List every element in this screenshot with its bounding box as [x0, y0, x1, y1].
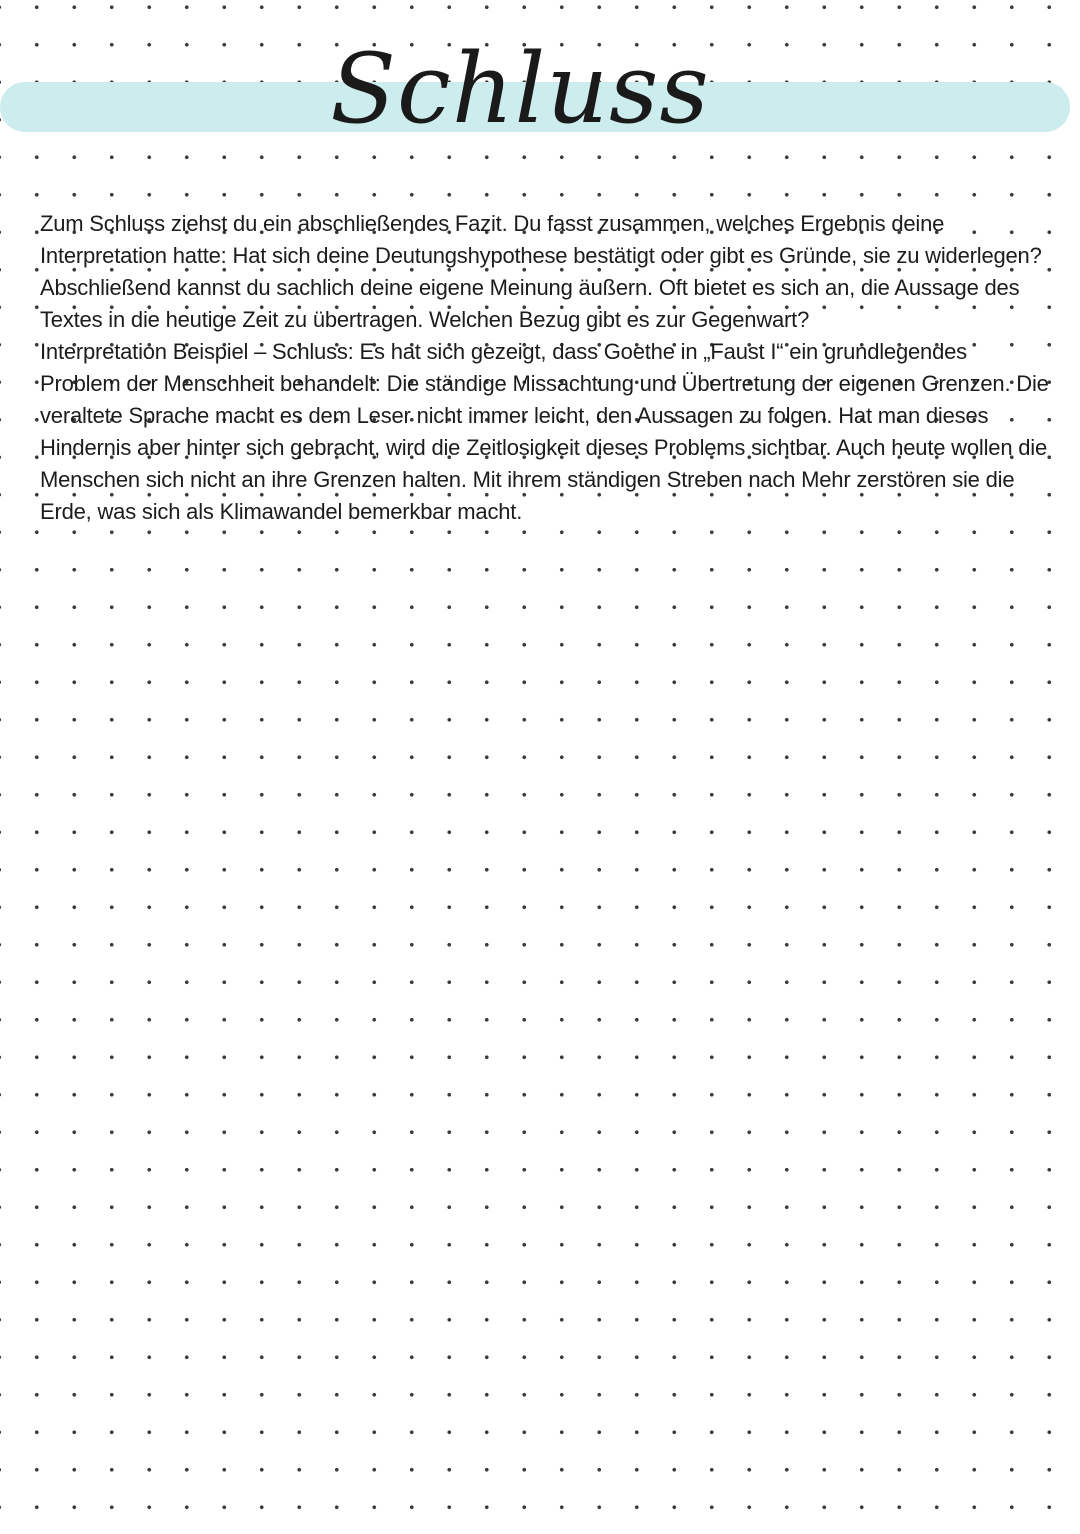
paragraph-example: Interpretation Beispiel – Schluss: Es hat sich gezeigt, dass Goethe in „Faust I“ ein grundlegendes Problem der Menschheit behandelt: Die ständige Missachtung und Übertretung der eigenen Grenzen. Die veraltete Sprache macht es dem Leser nicht immer leicht, den Aussagen zu folgen. Hat man dieses Hindernis aber hinter sich gebracht, wird die Zeitlosigkeit dieses Problems sichtbar. Auch heute wollen die Menschen sich nicht an ihre Grenzen halten. Mit ihrem ständigen Streben nach Mehr zerstören sie die Erde, was sich als Klimawandel bemerkbar macht. [40, 339, 1049, 524]
body-text [40, 208, 1050, 528]
paragraph-explanation: Zum Schluss ziehst du ein abschließendes Fazit. Du fasst zusammen, welches Ergebnis deine Interpretation hatte: Hat sich deine Deutungshypothese bestätigt oder gibt es Gründe, sie zu widerlegen? Abschließend kannst du sachlich deine eigene Meinung äußern. Oft bietet es sich an, die Aussage des Textes in die heutige Zeit zu übertragen. Welchen Bezug gibt es zur Gegenwart? [40, 211, 1042, 332]
page-title: Schluss [330, 33, 710, 145]
